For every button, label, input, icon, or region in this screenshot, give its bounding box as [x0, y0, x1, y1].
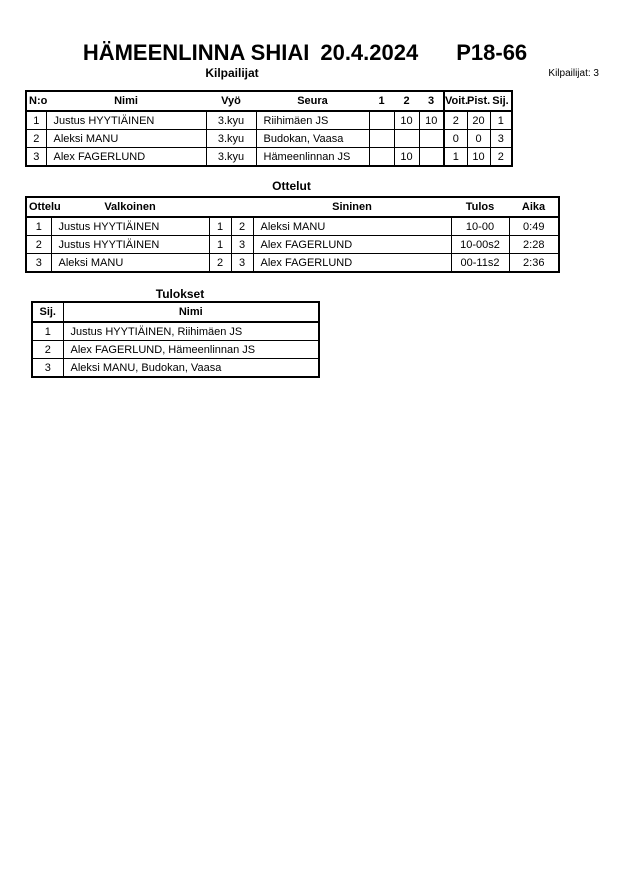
title-event-name: HÄMEENLINNA SHIAI: [82, 40, 310, 65]
competitors-count-label: Kilpailijat: 3: [548, 68, 599, 79]
cell-round1: [369, 130, 394, 148]
cell-nimi: Justus HYYTIÄINEN: [46, 111, 206, 130]
cell-round2: 10: [394, 148, 419, 167]
cell-valkoinen: Aleksi MANU: [51, 254, 209, 273]
cell-sininen: Aleksi MANU: [253, 217, 451, 236]
cell-sininen: Alex FAGERLUND: [253, 236, 451, 254]
cell-round2: [394, 130, 419, 148]
cell-round3: 10: [419, 111, 444, 130]
cell-white-no: 2: [209, 254, 231, 273]
title-date: 20.4.2024: [320, 40, 419, 65]
cell-tulos: 10-00s2: [451, 236, 509, 254]
cell-seura: Riihimäen JS: [256, 111, 369, 130]
table-row: [26, 217, 559, 236]
cell-blue-no: 3: [231, 254, 253, 273]
cell-blue-no: 3: [231, 236, 253, 254]
cell-sij: 1: [32, 322, 63, 341]
section-title-ottelut: Ottelut: [272, 179, 311, 193]
cell-seura: Hämeenlinnan JS: [256, 148, 369, 167]
header-cell-ottelu: Ottelu: [26, 197, 51, 217]
cell-nimi: Justus HYYTIÄINEN, Riihimäen JS: [63, 322, 319, 341]
cell-pist: 10: [467, 148, 490, 167]
header-cell-tulos: Tulos: [451, 197, 509, 217]
table-row: [32, 359, 319, 378]
cell-ottelu: 2: [26, 236, 51, 254]
cell-voit: 0: [444, 130, 467, 148]
cell-vyo: 3.kyu: [206, 148, 256, 167]
cell-voit: 2: [444, 111, 467, 130]
table-row: [26, 236, 559, 254]
cell-no: 3: [26, 148, 46, 167]
table-row: [26, 254, 559, 273]
cell-pist: 20: [467, 111, 490, 130]
header-cell-round3: 3: [419, 91, 444, 111]
header-cell-round1: 1: [369, 91, 394, 111]
cell-nimi: Alex FAGERLUND: [46, 148, 206, 167]
cell-nimi: Aleksi MANU: [46, 130, 206, 148]
section-title-tulokset: Tulokset: [155, 287, 205, 301]
table-ottelut: [25, 196, 560, 273]
header-cell-blue-no: [231, 197, 253, 217]
page-title: [0, 40, 610, 66]
cell-round3: [419, 130, 444, 148]
header-cell-vyo: Vyö: [206, 91, 256, 111]
cell-aika: 0:49: [509, 217, 559, 236]
table-row: [26, 148, 512, 167]
cell-nimi: Aleksi MANU, Budokan, Vaasa: [63, 359, 319, 378]
cell-valkoinen: Justus HYYTIÄINEN: [51, 236, 209, 254]
cell-vyo: 3.kyu: [206, 130, 256, 148]
cell-seura: Budokan, Vaasa: [256, 130, 369, 148]
cell-ottelu: 3: [26, 254, 51, 273]
cell-sij: 3: [32, 359, 63, 378]
header-cell-white-no: [209, 197, 231, 217]
cell-aika: 2:36: [509, 254, 559, 273]
table-kilpailijat: [25, 90, 513, 167]
table-header-row: [26, 197, 559, 217]
cell-sij: 2: [490, 148, 512, 167]
table-tulokset: [31, 301, 320, 378]
table-row: [32, 341, 319, 359]
header-cell-voit: Voit.: [444, 91, 467, 111]
cell-ottelu: 1: [26, 217, 51, 236]
cell-no: 1: [26, 111, 46, 130]
table-row: [26, 130, 512, 148]
section-title-kilpailijat: Kilpailijat: [205, 66, 259, 80]
cell-nimi: Alex FAGERLUND, Hämeenlinnan JS: [63, 341, 319, 359]
header-cell-aika: Aika: [509, 197, 559, 217]
cell-sininen: Alex FAGERLUND: [253, 254, 451, 273]
cell-round3: [419, 148, 444, 167]
header-cell-nimi: Nimi: [63, 302, 319, 322]
table-row: [26, 111, 512, 130]
header-cell-seura: Seura: [256, 91, 369, 111]
cell-tulos: 10-00: [451, 217, 509, 236]
cell-tulos: 00-11s2: [451, 254, 509, 273]
cell-pist: 0: [467, 130, 490, 148]
table-header-row: [32, 302, 319, 322]
cell-sij: 3: [490, 130, 512, 148]
cell-aika: 2:28: [509, 236, 559, 254]
header-cell-pist: Pist.: [467, 91, 490, 111]
header-cell-nimi: Nimi: [46, 91, 206, 111]
cell-round1: [369, 111, 394, 130]
header-cell-round2: 2: [394, 91, 419, 111]
table-row: [32, 322, 319, 341]
cell-voit: 1: [444, 148, 467, 167]
cell-valkoinen: Justus HYYTIÄINEN: [51, 217, 209, 236]
header-cell-sininen: Sininen: [253, 197, 451, 217]
cell-sij: 1: [490, 111, 512, 130]
header-cell-valkoinen: Valkoinen: [51, 197, 209, 217]
cell-round2: 10: [394, 111, 419, 130]
cell-no: 2: [26, 130, 46, 148]
header-cell-no: N:o: [26, 91, 46, 111]
header-cell-sij: Sij.: [490, 91, 512, 111]
table-header-row: [26, 91, 512, 111]
cell-blue-no: 2: [231, 217, 253, 236]
cell-white-no: 1: [209, 236, 231, 254]
cell-round1: [369, 148, 394, 167]
header-cell-sij: Sij.: [32, 302, 63, 322]
cell-vyo: 3.kyu: [206, 111, 256, 130]
title-category: P18-66: [456, 40, 528, 65]
cell-white-no: 1: [209, 217, 231, 236]
cell-sij: 2: [32, 341, 63, 359]
